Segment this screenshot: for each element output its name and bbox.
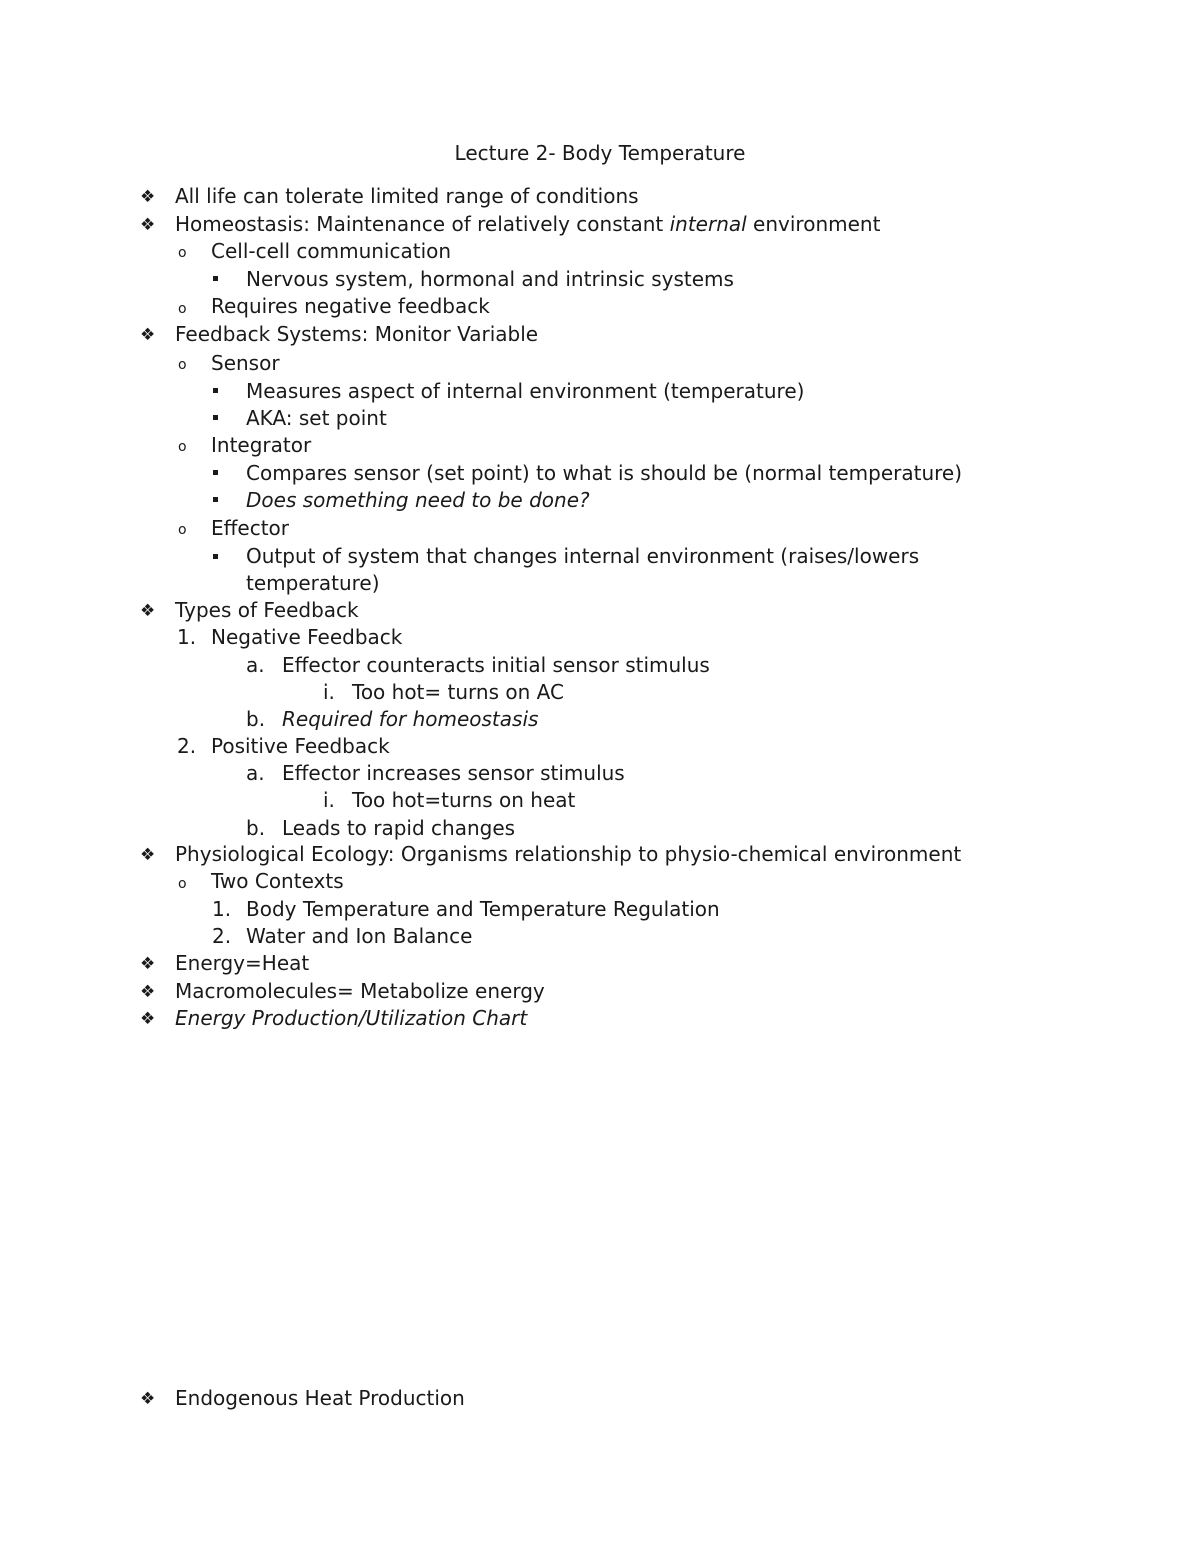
diamond-bullet-icon: ❖ xyxy=(140,215,156,235)
square-bullet-icon xyxy=(213,497,218,502)
letter-marker: b. xyxy=(246,816,266,840)
sub-bullet-text: Requires negative feedback xyxy=(211,294,490,318)
lettered-item-text: Leads to rapid changes xyxy=(282,816,516,840)
sub-sub-bullet-text: Nervous system, hormonal and intrinsic systems xyxy=(246,267,734,291)
sub-bullet-text: Cell-cell communication xyxy=(211,239,452,263)
square-bullet-icon xyxy=(213,388,218,393)
roman-item-text: Too hot=turns on heat xyxy=(352,788,576,812)
diamond-bullet-icon: ❖ xyxy=(140,1389,156,1409)
numbered-item-text: Positive Feedback xyxy=(211,734,390,758)
italic-text-segment: internal xyxy=(669,212,747,236)
square-bullet-icon xyxy=(213,276,218,281)
bullet-text: Types of Feedback xyxy=(175,598,359,622)
sub-sub-bullet-text: Output of system that changes internal environment (raises/lowers xyxy=(246,544,920,568)
text-segment: environment xyxy=(746,212,881,236)
roman-marker: i. xyxy=(323,788,335,812)
roman-item-text: Too hot= turns on AC xyxy=(352,680,564,704)
circle-bullet-icon: o xyxy=(178,245,187,261)
circle-bullet-icon: o xyxy=(178,876,187,892)
bullet-text: Energy Production/Utilization Chart xyxy=(175,1006,528,1030)
circle-bullet-icon: o xyxy=(178,439,187,455)
bullet-text: Macromolecules= Metabolize energy xyxy=(175,979,545,1003)
diamond-bullet-icon: ❖ xyxy=(140,1009,156,1029)
sub-bullet-text: Sensor xyxy=(211,351,280,375)
square-bullet-icon xyxy=(213,470,218,475)
circle-bullet-icon: o xyxy=(178,522,187,538)
bullet-text: Feedback Systems: Monitor Variable xyxy=(175,322,539,346)
diamond-bullet-icon: ❖ xyxy=(140,187,156,207)
bullet-text xyxy=(175,211,880,237)
letter-marker: b. xyxy=(246,707,266,731)
sub-bullet-text: Two Contexts xyxy=(211,869,344,893)
sub-bullet-text: Integrator xyxy=(211,433,312,457)
diamond-bullet-icon: ❖ xyxy=(140,954,156,974)
lettered-item-text: Effector increases sensor stimulus xyxy=(282,761,625,785)
numbered-item-text: Water and Ion Balance xyxy=(246,924,473,948)
diamond-bullet-icon: ❖ xyxy=(140,601,156,621)
text-segment: Homeostasis: Maintenance of relatively constant xyxy=(175,212,670,236)
diamond-bullet-icon: ❖ xyxy=(140,982,156,1002)
roman-marker: i. xyxy=(323,680,335,704)
page-title: Lecture 2- Body Temperature xyxy=(454,141,746,165)
circle-bullet-icon: o xyxy=(178,357,187,373)
diamond-bullet-icon: ❖ xyxy=(140,845,156,865)
sub-sub-bullet-text: Compares sensor (set point) to what is should be (normal temperature) xyxy=(246,461,963,485)
bullet-text: Endogenous Heat Production xyxy=(175,1386,465,1410)
sub-sub-bullet-text: Measures aspect of internal environment (temperature) xyxy=(246,379,805,403)
bullet-text: Physiological Ecology: Organisms relationship to physio-chemical environment xyxy=(175,842,962,866)
sub-sub-bullet-text: Does something need to be done? xyxy=(246,488,590,512)
sub-sub-bullet-text: AKA: set point xyxy=(246,406,387,430)
number-marker: 1. xyxy=(177,625,197,649)
number-marker: 2. xyxy=(177,734,197,758)
circle-bullet-icon: o xyxy=(178,301,187,317)
number-marker: 2. xyxy=(212,924,232,948)
diamond-bullet-icon: ❖ xyxy=(140,325,156,345)
letter-marker: a. xyxy=(246,653,265,677)
sub-sub-bullet-text-continued: temperature) xyxy=(246,571,380,595)
numbered-item-text: Negative Feedback xyxy=(211,625,403,649)
lettered-item-text: Effector counteracts initial sensor stimulus xyxy=(282,653,710,677)
sub-bullet-text: Effector xyxy=(211,516,290,540)
letter-marker: a. xyxy=(246,761,265,785)
square-bullet-icon xyxy=(213,554,218,559)
bullet-text: Energy=Heat xyxy=(175,951,310,975)
numbered-item-text: Body Temperature and Temperature Regulation xyxy=(246,897,720,921)
number-marker: 1. xyxy=(212,897,232,921)
square-bullet-icon xyxy=(213,415,218,420)
bullet-text: All life can tolerate limited range of conditions xyxy=(175,184,639,208)
lettered-item-text: Required for homeostasis xyxy=(282,707,539,731)
